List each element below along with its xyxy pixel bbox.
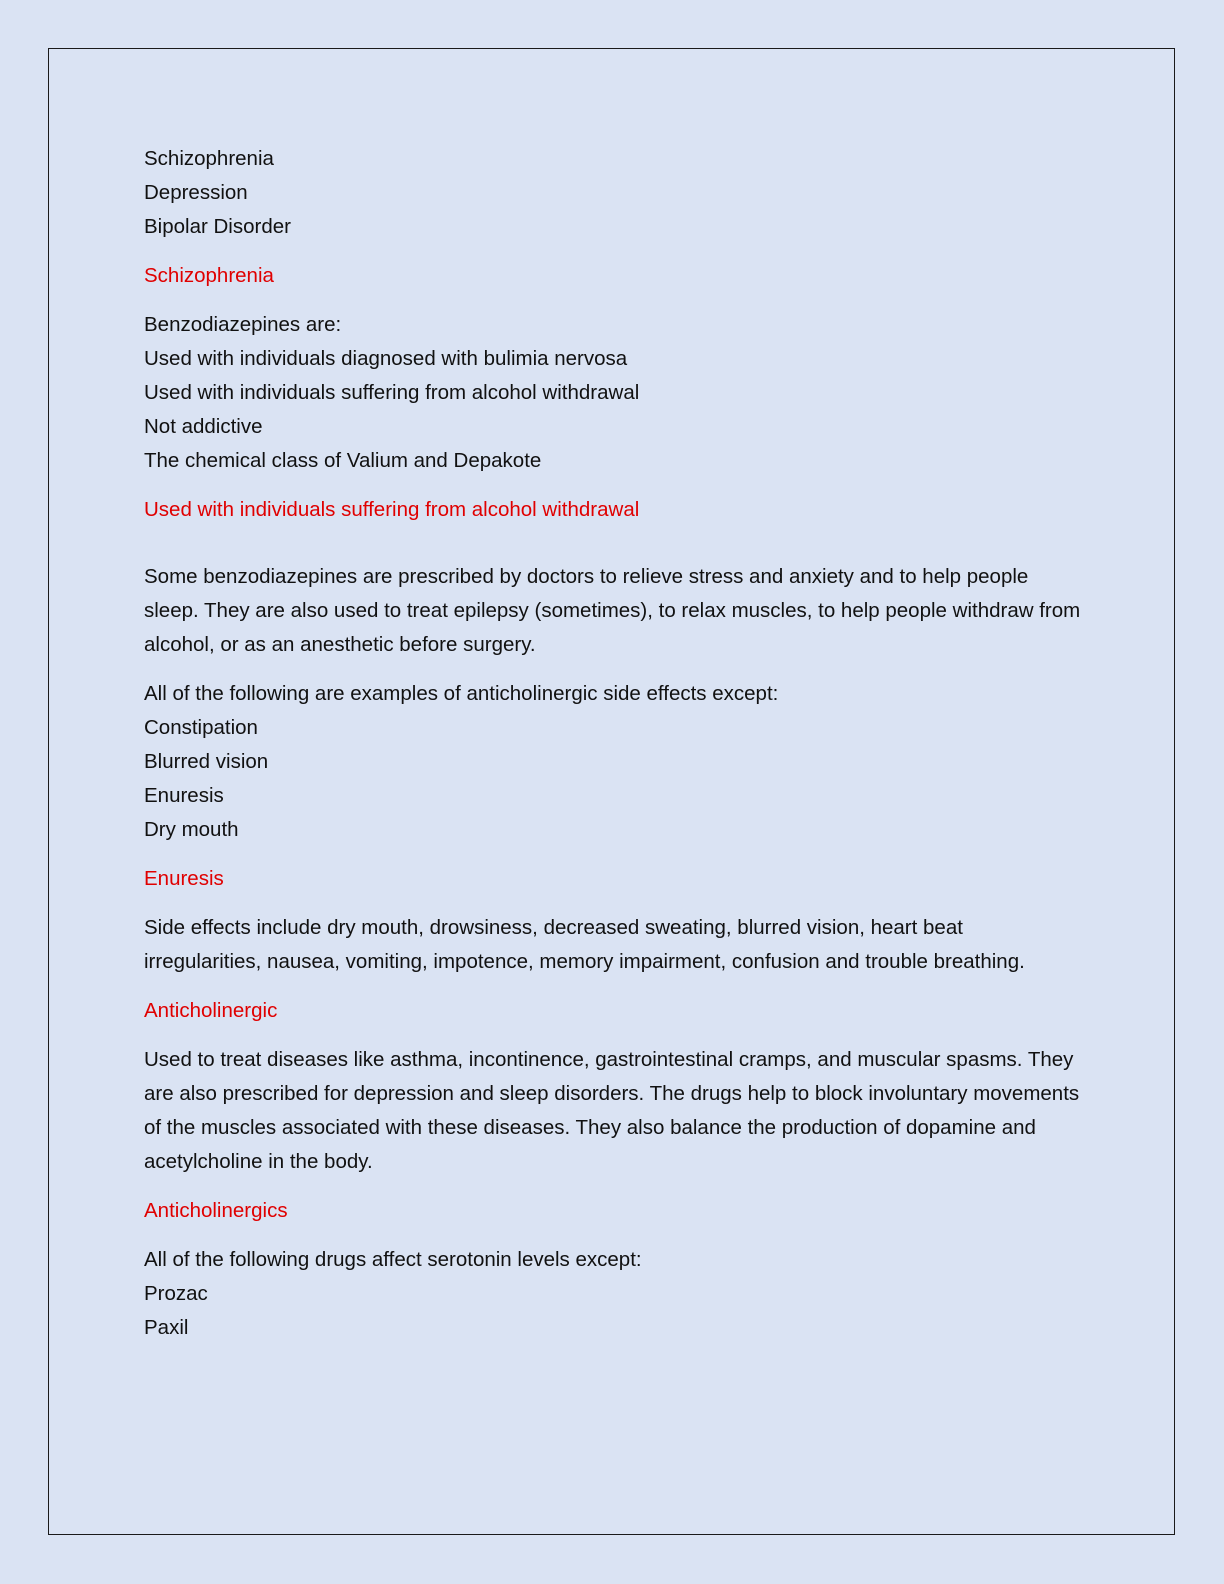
q2-option: Not addictive <box>144 415 263 438</box>
q4-explanation: Used to treat diseases like asthma, incontinence, gastrointestinal cramps, and muscular spasms. They are also prescribed for depression and sleep disorders. The drugs help to block involuntary movements of the muscles associated with these diseases. They also balance the production of dopamine and acetylcholine in the body. <box>144 1048 1080 1173</box>
q5-block <box>144 1243 1084 1345</box>
q5-option: Paxil <box>144 1316 189 1339</box>
q1-option: Bipolar Disorder <box>144 215 291 238</box>
q2-option: Used with individuals suffering from alcohol withdrawal <box>144 381 640 404</box>
q3-block <box>144 677 1084 847</box>
q3-option: Enuresis <box>144 784 224 807</box>
q3-question: All of the following are examples of anticholinergic side effects except: <box>144 682 779 705</box>
q3-option: Constipation <box>144 716 258 739</box>
q2-answer: Used with individuals suffering from alcohol withdrawal <box>144 498 640 521</box>
q2-option: Used with individuals diagnosed with bulimia nervosa <box>144 347 628 370</box>
q1-options <box>144 142 1084 244</box>
q3-answer: Enuresis <box>144 867 224 890</box>
q1-option: Depression <box>144 181 248 204</box>
q3-option: Blurred vision <box>144 750 269 773</box>
q2-option: The chemical class of Valium and Depakote <box>144 449 542 472</box>
q3-explanation: Side effects include dry mouth, drowsiness, decreased sweating, blurred vision, heart beat irregularities, nausea, vomiting, impotence, memory impairment, confusion and trouble breathing. <box>144 916 1025 973</box>
q3-option: Dry mouth <box>144 818 239 841</box>
q5-option: Prozac <box>144 1282 208 1305</box>
q2-block <box>144 308 1084 478</box>
document-content <box>144 142 1084 1360</box>
q5-question: All of the following drugs affect serotonin levels except: <box>144 1248 642 1271</box>
q1-option: Schizophrenia <box>144 147 274 170</box>
q5-answer: Anticholinergics <box>144 1199 288 1222</box>
q4-answer: Anticholinergic <box>144 999 278 1022</box>
q2-question: Benzodiazepines are: <box>144 313 342 336</box>
q1-answer: Schizophrenia <box>144 264 274 287</box>
q2-explanation: Some benzodiazepines are prescribed by doctors to relieve stress and anxiety and to help people sleep. They are also used to treat epilepsy (sometimes), to relax muscles, to help people withdraw from alcohol, or as an anesthetic before surgery. <box>144 565 1081 656</box>
